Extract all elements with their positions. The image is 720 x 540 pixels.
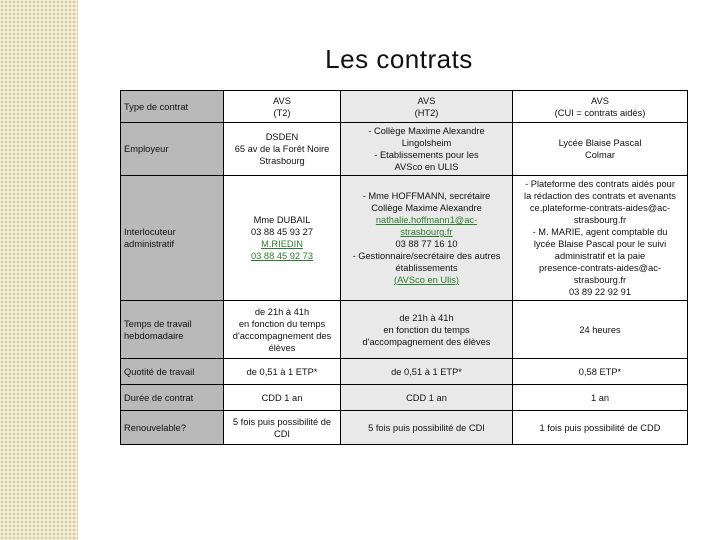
table-cell [513, 91, 688, 123]
decorative-sidebar [0, 0, 78, 540]
table-row [121, 91, 688, 123]
cell-text: 03 89 22 92 91 [568, 287, 632, 297]
cell-text: lycée Blaise Pascal pour le suivi [533, 239, 667, 249]
contracts-table [120, 90, 688, 445]
cell-text: AVS [417, 95, 436, 106]
cell-text: 1 an [590, 392, 610, 403]
cell-text: 5 fois puis possibilité de CDI [368, 422, 485, 433]
cell-text: Strasbourg [259, 156, 305, 166]
email-link[interactable]: nathalie.hoffmann1@ac- [375, 215, 478, 225]
cell-text: DSDEN [265, 132, 299, 142]
table-row [121, 176, 688, 301]
email-link[interactable]: 03 88 45 92 73 [250, 251, 314, 261]
table-cell [341, 176, 513, 301]
table-cell [513, 359, 688, 385]
email-link[interactable]: strasbourg.fr [400, 227, 453, 237]
cell-text: Colmar [585, 150, 615, 160]
cell-text: CDD 1 an [406, 392, 447, 403]
table-row [121, 411, 688, 445]
row-header: Temps de travail hebdomadaire [121, 301, 224, 359]
table-cell [341, 91, 513, 123]
cell-text: 65 av de la Forêt Noire [234, 144, 330, 154]
cell-text: 03 88 77 16 10 [395, 239, 458, 249]
table-cell [513, 301, 688, 359]
cell-text: établissements [395, 263, 458, 273]
email-link[interactable]: M.RIEDIN [261, 239, 303, 249]
table-row [121, 123, 688, 176]
table-cell [224, 385, 341, 411]
cell-text: - Etablissements pour les [374, 150, 479, 160]
cell-text: 5 fois puis possibilité de [232, 416, 332, 427]
cell-text: élèves [268, 342, 296, 353]
table-cell [341, 411, 513, 445]
table-cell [513, 411, 688, 445]
table-cell [513, 123, 688, 176]
table-cell [224, 91, 341, 123]
table-cell [341, 359, 513, 385]
cell-text: 24 heures [579, 324, 621, 335]
table-row [121, 385, 688, 411]
table-cell [513, 176, 688, 301]
cell-text: AVSco en ULIS [394, 162, 459, 172]
table-row [121, 359, 688, 385]
cell-text: - Collège Maxime Alexandre [368, 126, 485, 136]
cell-text: la rédaction des contrats et avenants [524, 191, 676, 201]
table-row [121, 301, 688, 359]
cell-text: - Gestionnaire/secrétaire des autres [352, 251, 501, 261]
row-header: Employeur [121, 123, 224, 176]
table-cell [224, 123, 341, 176]
cell-text: CDD 1 an [261, 392, 303, 403]
cell-text: (CUI = contrats aidés) [554, 107, 646, 118]
row-header: Renouvelable? [121, 411, 224, 445]
table-cell [341, 123, 513, 176]
table-cell [341, 385, 513, 411]
row-header: Type de contrat [121, 91, 224, 123]
cell-text: - Mme HOFFMANN, secrétaire [362, 191, 491, 201]
table-cell [224, 359, 341, 385]
cell-text: Lingolsheim [401, 138, 452, 148]
cell-text: presence-contrats-aides@ac- [538, 263, 662, 273]
row-header: Interlocuteur administratif [121, 176, 224, 301]
cell-text: de 21h à 41h [399, 312, 454, 323]
cell-text: strasbourg.fr [573, 275, 627, 285]
cell-text: d'accompagnement des élèves [362, 336, 491, 347]
table-cell [341, 301, 513, 359]
cell-text: d'accompagnement des [232, 330, 332, 341]
cell-text: en fonction du temps [238, 318, 326, 329]
cell-text: CDI [273, 428, 290, 439]
cell-text: (T2) [273, 107, 291, 118]
table-cell [224, 176, 341, 301]
cell-text: AVS [273, 95, 291, 106]
row-header: Quotité de travail [121, 359, 224, 385]
cell-text: strasbourg.fr [573, 215, 627, 225]
cell-text: AVS [591, 95, 609, 106]
cell-text: de 0,51 à 1 ETP* [246, 366, 318, 377]
cell-text: ce.plateforme-contrats-aides@ac- [529, 203, 671, 213]
cell-text: - M. MARIE, agent comptable du [532, 227, 668, 237]
email-link[interactable]: (AVSco en Ulis) [394, 275, 459, 285]
cell-text: - Plateforme des contrats aidés pour [525, 179, 675, 189]
table-cell [224, 301, 341, 359]
cell-text: 0,58 ETP* [578, 366, 622, 377]
cell-text: Mme DUBAIL [253, 215, 311, 225]
cell-text: en fonction du temps [383, 324, 470, 335]
cell-text: administratif et la paie [554, 251, 646, 261]
cell-text: Collège Maxime Alexandre [371, 203, 482, 213]
cell-text: 03 88 45 93 27 [250, 227, 314, 237]
cell-text: de 21h à 41h [254, 306, 310, 317]
cell-text: 1 fois puis possibilité de CDD [539, 422, 661, 433]
page-title: Les contrats [325, 44, 473, 74]
cell-text: de 0,51 à 1 ETP* [391, 366, 462, 377]
cell-text: (HT2) [414, 107, 439, 118]
table-cell [513, 385, 688, 411]
cell-text: Lycée Blaise Pascal [558, 138, 642, 148]
row-header: Durée de contrat [121, 385, 224, 411]
table-cell [224, 411, 341, 445]
